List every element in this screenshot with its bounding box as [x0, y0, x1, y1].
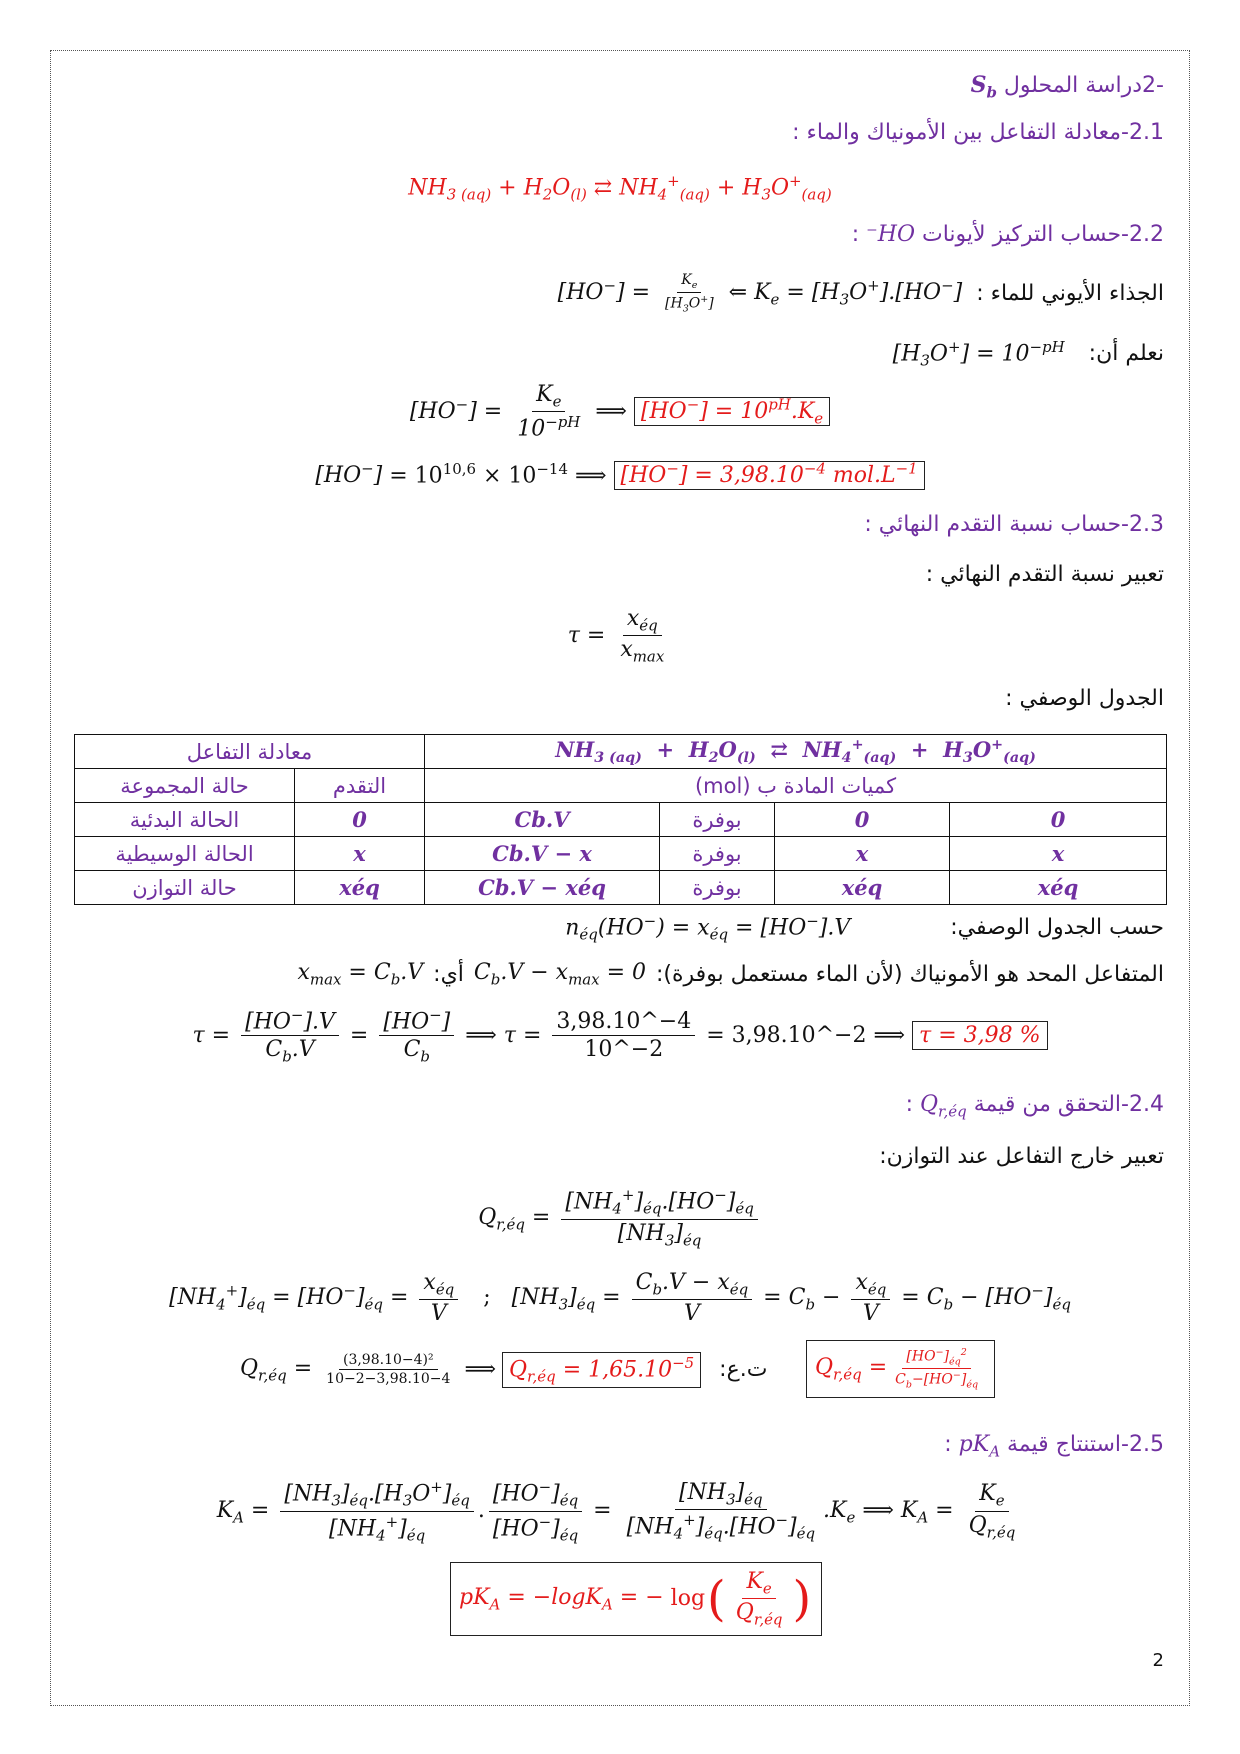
pka-result-box: $pK_A = -\log K_A$ = − log ( $\frac{K_e}{Q_{r,éq}}$ ) — [450, 1562, 822, 1636]
table-cell-nh3: Cb.V − xéq — [425, 871, 660, 905]
table-reaction: $NH_{3 (aq)} + H_2O_{(l)}$ ⇄ $NH_4^+_{(aq)} + H_3O^+_{(aq)}$ — [425, 735, 1167, 769]
table-cell-nh4: 0 — [775, 803, 950, 837]
heading-2-5 — [944, 1432, 1164, 1460]
table-row — [75, 837, 1167, 871]
heading-2-3-title: حساب نسبة التقدم النهائي : — [864, 512, 1122, 537]
ho-numeric-line: $[HO^-] = 10^{10,6} \times 10^{-14}$ ⟹ $[HO^-] = 3,98.10^{-4}$ $mol.L^{-1}$ — [0, 460, 1240, 488]
heading-2-5-number: 2.5- — [1121, 1432, 1164, 1457]
ionic-product-line — [558, 272, 1164, 314]
heading-2-2-title: حساب التركيز لأيونات — [922, 222, 1122, 247]
table-cell-h3o: xéq — [950, 871, 1167, 905]
q-expr-label: تعبير خارج التفاعل عند التوازن: — [879, 1144, 1164, 1169]
section-number: -2 — [1142, 73, 1164, 98]
table-cell-h3o: 0 — [950, 803, 1167, 837]
page-number: 2 — [1152, 1650, 1164, 1671]
ho-formula-box: $[HO^-] = 10^{pH}.K_e$ — [634, 397, 830, 426]
table-header-quantities: كميات المادة ب (mol) — [425, 769, 1167, 803]
section-heading — [971, 72, 1164, 101]
heading-2-5-colon: : — [944, 1432, 952, 1457]
according-eq: $n_{éq}(HO^-) = x_{éq} = [HO^-].V$ — [565, 912, 851, 944]
table-cell-advance: xéq — [295, 871, 425, 905]
tau-numeric-den: 10^−2 — [584, 1037, 664, 1063]
ie-label: أي: — [433, 961, 464, 987]
tau-result-box: τ = 3,98 % — [912, 1021, 1047, 1050]
know-line — [893, 338, 1164, 370]
q-numeric-num: (3,98.10−4)² — [339, 1352, 438, 1370]
limiting-line — [297, 960, 1164, 988]
q-numeric-line: $Q_{r,éq}$ = $\frac{\text{(3,98.10−4)²}}{10-2-3,98.10-4}$ ⟹ $Q_{r,éq} = 1,65.10^{-5}$ ت.ع: — [240, 1352, 768, 1388]
heading-2-2-colon: : — [851, 222, 860, 247]
concentrations-line: $[NH_4^+]_{éq} = [HO^-]_{éq}$ = $\frac{x_{éq}}{V}$ ; $[NH_3]_{éq}$ = $\frac{C_b.V - x_{éq}}{V}$ = $C_b$ − $\frac{x_{éq}}{V}$ = $C_b - [HO^-]_{éq}$ — [169, 1270, 1071, 1327]
xmax-eq: $x_{max} = C_b.V$ — [297, 960, 424, 989]
table-cell-nh4: xéq — [775, 871, 950, 905]
table-cell-nh3: Cb.V — [425, 803, 660, 837]
table-cell-water: بوفرة — [660, 837, 775, 871]
tau-expr-label: تعبير نسبة التقدم النهائي : — [925, 562, 1164, 587]
heading-2-4 — [906, 1092, 1164, 1120]
ho-formula-line: [HO−] = $\frac{K_e}{10^{-pH}}$ ⟹ $[HO^-] = 10^{pH}.K_e$ — [0, 382, 1240, 442]
limiting-text: المتفاعل المحد هو الأمونياك (لأن الماء مستعمل بوفرة): — [656, 961, 1164, 987]
section-title: دراسة المحلول — [1003, 73, 1143, 98]
table-cell-state: الحالة الوسيطية — [75, 837, 295, 871]
table-header-advance: التقدم — [295, 769, 425, 803]
according-line — [565, 912, 1164, 944]
heading-2-1 — [792, 120, 1164, 145]
heading-2-2-ion: HO⁻ — [866, 222, 915, 247]
table-cell-water: بوفرة — [660, 871, 775, 905]
ka-derivation: $K_A$ = $\frac{[NH_3]_{éq}.[H_3O^+]_{éq}}{[NH_4^+]_{éq}}$ . $\frac{[HO^-]_{éq}}{[HO^-]_{éq}}$ = $\frac{[NH_3]_{éq}}{[NH_4^+]_{éq}.[HO^-]_{éq}}$ $.K_e$ ⟹ $K_A$ = $\frac{K_e}{Q_{r,éq}}$ — [216, 1478, 1016, 1545]
heading-2-2-number: 2.2- — [1121, 222, 1164, 247]
table-row — [75, 803, 1167, 837]
heading-2-4-symbol: $Q_{r,éq}$ — [919, 1092, 967, 1121]
heading-2-2 — [852, 222, 1164, 247]
tau-definition: τ = $\frac{x_{éq}}{x_{max}}$ — [567, 606, 665, 666]
te-label: ت.ع: — [719, 1357, 768, 1383]
heading-2-5-symbol: $pK_A$ — [958, 1432, 1001, 1461]
according-label: حسب الجدول الوصفي: — [950, 915, 1164, 941]
table-cell-state: حالة التوازن — [75, 871, 295, 905]
know-eq: $[H_3O^+] = 10^{-pH}$ — [892, 338, 1065, 370]
limiting-eq: $C_b.V - x_{max} = 0$ — [473, 960, 647, 989]
table-header-state: حالة المجموعة — [75, 769, 295, 803]
heading-2-1-title: معادلة التفاعل بين الأمونياك والماء : — [792, 120, 1122, 145]
heading-2-1-number: 2.1- — [1121, 120, 1164, 145]
table-cell-nh4: x — [775, 837, 950, 871]
table-reaction-label: معادلة التفاعل — [75, 735, 425, 769]
know-label: نعلم أن: — [1088, 341, 1164, 367]
table-row-reaction — [75, 735, 1167, 769]
heading-2-4-title: التحقق من قيمة — [973, 1092, 1122, 1117]
tau-numeric-result: 3,98.10^−2 — [731, 1022, 867, 1048]
ionic-product-eq: [HO−] = $\frac{K_e}{[H_3O^+]}$ ⇐ $K_e = [H_3O^+].[HO^-]$ — [557, 272, 963, 315]
ho-result-box: $[HO^-] = 3,98.10^{-4}$ $mol.L^{-1}$ — [614, 461, 925, 490]
table-cell-nh3: Cb.V − x — [425, 837, 660, 871]
table-row — [75, 871, 1167, 905]
heading-2-3-number: 2.3- — [1121, 512, 1164, 537]
table-cell-advance: 0 — [295, 803, 425, 837]
table-cell-advance: x — [295, 837, 425, 871]
table-row-headers — [75, 769, 1167, 803]
heading-2-3 — [864, 512, 1164, 537]
q-result-box: $Q_{r,éq} = 1,65.10^{-5}$ — [502, 1352, 701, 1388]
table-cell-h3o: x — [950, 837, 1167, 871]
heading-2-4-number: 2.4- — [1121, 1092, 1164, 1117]
tau-computation: τ = $\frac{[HO^-].V}{C_b.V}$ = $\frac{[HO^-]}{C_b}$ ⟹ τ = $\frac{3,98.10\^{}-4}{10\^{}-2}$ = 3,98.10^−2 ⟹ τ = 3,98 % — [0, 1006, 1240, 1066]
reaction-equation: $NH_{3 (aq)} + H_2O_{(l)}$ ⇄ $NH_4^+_{(aq)} + H_3O^+_{(aq)}$ — [408, 172, 832, 204]
table-cell-water: بوفرة — [660, 803, 775, 837]
q-literal-box: $Q_{r,éq}$ = $\frac{[HO^-]_{éq}^2}{C_b-[HO^-]_{éq}}$ — [806, 1340, 995, 1398]
ionic-product-label: الجذاء الأيوني للماء : — [976, 280, 1164, 306]
table-cell-state: الحالة البدئية — [75, 803, 295, 837]
heading-2-4-colon: : — [905, 1092, 913, 1117]
heading-2-5-title: استنتاج قيمة — [1007, 1432, 1122, 1457]
q-numeric-den: 10−2−3,98.10−4 — [326, 1371, 451, 1388]
descriptive-table — [74, 734, 1167, 905]
q-definition: $Q_{r,éq}$ = $\frac{[NH_4^+]_{éq}.[HO^-]_{éq}}{[NH_3]_{éq}}$ — [0, 1186, 1240, 1249]
table-label: الجدول الوصفي : — [1005, 686, 1164, 711]
tau-numeric-num: 3,98.10^−4 — [552, 1009, 695, 1036]
solution-symbol: $S_b$ — [970, 72, 997, 102]
